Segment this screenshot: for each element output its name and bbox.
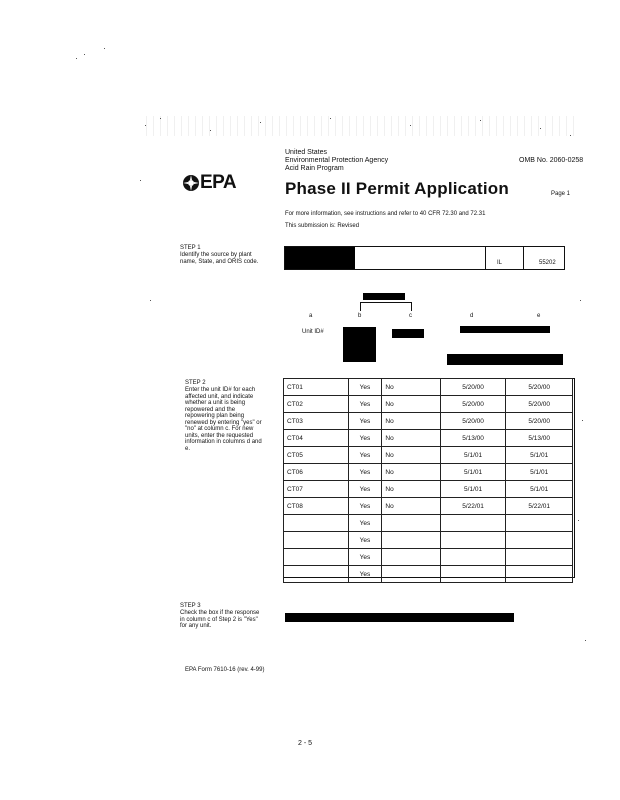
repowering-flag-cell[interactable]: Yes <box>348 566 382 583</box>
epa-flower-icon <box>182 174 200 192</box>
redaction-column-header <box>363 293 405 300</box>
repowering-plan-cell[interactable]: No <box>382 396 440 413</box>
unit-id-cell[interactable]: CT07 <box>284 481 349 498</box>
new-unit-date-d-cell[interactable]: 5/1/01 <box>440 481 506 498</box>
omb-number: OMB No. 2060-0258 <box>519 157 584 164</box>
new-unit-date-e-cell[interactable] <box>506 532 573 549</box>
new-unit-date-e-cell[interactable]: 5/1/01 <box>506 481 573 498</box>
agency-line-3: Acid Rain Program <box>285 165 344 172</box>
repowering-flag-cell[interactable]: Yes <box>348 396 382 413</box>
new-unit-date-d-cell[interactable]: 5/1/01 <box>440 464 506 481</box>
redaction-c-header <box>392 329 424 338</box>
oris-value[interactable]: 55202 <box>539 260 556 266</box>
unit-id-cell[interactable]: CT03 <box>284 413 349 430</box>
new-unit-date-e-cell[interactable]: 5/20/00 <box>506 379 573 396</box>
unit-id-cell[interactable] <box>284 532 349 549</box>
new-unit-date-e-cell[interactable]: 5/20/00 <box>506 413 573 430</box>
redaction-de-header-2 <box>447 354 563 365</box>
unit-id-cell[interactable]: CT02 <box>284 396 349 413</box>
redaction-b-header <box>343 327 376 362</box>
agency-line-2: Environmental Protection Agency <box>285 157 389 164</box>
new-unit-date-d-cell[interactable]: 5/13/00 <box>440 430 506 447</box>
column-a-label: a <box>309 313 313 319</box>
table-row <box>284 566 573 583</box>
unit-id-cell[interactable] <box>284 549 349 566</box>
new-unit-date-d-cell[interactable]: 5/20/00 <box>440 379 506 396</box>
table-row <box>284 396 573 413</box>
column-c-label: c <box>409 313 412 319</box>
repowering-plan-cell[interactable]: No <box>382 447 440 464</box>
new-unit-date-d-cell[interactable] <box>440 532 506 549</box>
new-unit-date-d-cell[interactable] <box>440 566 506 583</box>
table-row <box>284 379 573 396</box>
new-unit-date-e-cell[interactable] <box>506 515 573 532</box>
table-row <box>284 498 573 515</box>
table-row <box>284 430 573 447</box>
repowering-flag-cell[interactable]: Yes <box>348 464 382 481</box>
table-row <box>284 515 573 532</box>
repowering-flag-cell[interactable]: Yes <box>348 515 382 532</box>
box-divider-2 <box>523 247 524 269</box>
table-row <box>284 447 573 464</box>
repowering-plan-cell[interactable]: No <box>382 413 440 430</box>
repowering-plan-cell[interactable] <box>382 532 440 549</box>
plant-name-redacted <box>285 247 355 269</box>
step2-text: Enter the unit ID# for each affected unit, and indicate whether a unit is being repowered and the repowering plan being renewed by entering "yes" or "no" at column c. For new units, enter the requested information in columns d and e. <box>185 387 262 452</box>
agency-line-1: United States <box>285 149 328 156</box>
column-d-label: d <box>470 313 474 319</box>
new-unit-date-e-cell[interactable]: 5/13/00 <box>506 430 573 447</box>
table-row <box>284 549 573 566</box>
step1-text: Identify the source by plant name, State, and ORIS code. <box>180 252 259 265</box>
new-unit-date-e-cell[interactable] <box>506 566 573 583</box>
step1-label: STEP 1 <box>180 245 201 251</box>
repowering-plan-cell[interactable]: No <box>382 430 440 447</box>
repowering-flag-cell[interactable]: Yes <box>348 549 382 566</box>
repowering-flag-cell[interactable]: Yes <box>348 379 382 396</box>
repowering-flag-cell[interactable]: Yes <box>348 498 382 515</box>
bracket-line <box>360 302 412 311</box>
repowering-flag-cell[interactable]: Yes <box>348 413 382 430</box>
table-row <box>284 413 573 430</box>
new-unit-date-d-cell[interactable]: 5/1/01 <box>440 447 506 464</box>
repowering-flag-cell[interactable]: Yes <box>348 430 382 447</box>
redaction-de-header-1 <box>460 326 550 333</box>
repowering-plan-cell[interactable] <box>382 515 440 532</box>
new-unit-date-e-cell[interactable] <box>506 549 573 566</box>
unit-id-cell[interactable]: CT04 <box>284 430 349 447</box>
unit-id-cell[interactable] <box>284 566 349 583</box>
new-unit-date-e-cell[interactable]: 5/20/00 <box>506 396 573 413</box>
repowering-flag-cell[interactable]: Yes <box>348 481 382 498</box>
repowering-plan-cell[interactable]: No <box>382 464 440 481</box>
column-b-label: b <box>358 313 362 319</box>
column-e-label: e <box>537 313 541 319</box>
repowering-plan-cell[interactable] <box>382 566 440 583</box>
step1-source-box <box>284 246 565 270</box>
step3-redaction-bar <box>285 613 514 622</box>
unit-id-header: Unit ID# <box>302 329 324 335</box>
page-number: 2 - 5 <box>298 740 313 747</box>
repowering-plan-cell[interactable] <box>382 549 440 566</box>
submission-status: This submission is: Revised <box>285 223 360 229</box>
scan-top-band <box>140 116 580 136</box>
form-number: EPA Form 7610-16 (rev. 4-99) <box>185 667 265 673</box>
page-title: Phase II Permit Application <box>285 179 509 198</box>
new-unit-date-d-cell[interactable]: 5/20/00 <box>440 413 506 430</box>
step2-label: STEP 2 <box>185 380 206 386</box>
epa-logo <box>182 172 236 194</box>
step3-label: STEP 3 <box>180 603 201 609</box>
table-row <box>284 481 573 498</box>
table-row <box>284 532 573 549</box>
instructions-note: For more information, see instructions and refer to 40 CFR 72.30 and 72.31 <box>285 211 486 217</box>
repowering-flag-cell[interactable]: Yes <box>348 532 382 549</box>
new-unit-date-d-cell[interactable] <box>440 549 506 566</box>
epa-logo-text: EPA <box>200 172 237 193</box>
new-unit-date-e-cell[interactable]: 5/1/01 <box>506 447 573 464</box>
new-unit-date-d-cell[interactable] <box>440 515 506 532</box>
repowering-flag-cell[interactable]: Yes <box>348 447 382 464</box>
new-unit-date-e-cell[interactable]: 5/22/01 <box>506 498 573 515</box>
new-unit-date-e-cell[interactable]: 5/1/01 <box>506 464 573 481</box>
page-indicator: Page 1 <box>551 191 571 197</box>
repowering-plan-cell[interactable]: No <box>382 498 440 515</box>
new-unit-date-d-cell[interactable]: 5/20/00 <box>440 396 506 413</box>
table-row <box>284 464 573 481</box>
state-value[interactable]: IL <box>497 260 503 266</box>
repowering-plan-cell[interactable]: No <box>382 481 440 498</box>
unit-id-cell[interactable]: CT05 <box>284 447 349 464</box>
repowering-plan-cell[interactable]: No <box>382 379 440 396</box>
new-unit-date-d-cell[interactable]: 5/22/01 <box>440 498 506 515</box>
unit-id-cell[interactable] <box>284 515 349 532</box>
unit-table <box>283 378 573 583</box>
unit-id-cell[interactable]: CT06 <box>284 464 349 481</box>
step3-text: Check the box if the response in column c of Step 2 is "Yes" for any unit. <box>180 610 260 629</box>
box-divider-1 <box>485 247 486 269</box>
unit-id-cell[interactable]: CT01 <box>284 379 349 396</box>
unit-id-cell[interactable]: CT08 <box>284 498 349 515</box>
